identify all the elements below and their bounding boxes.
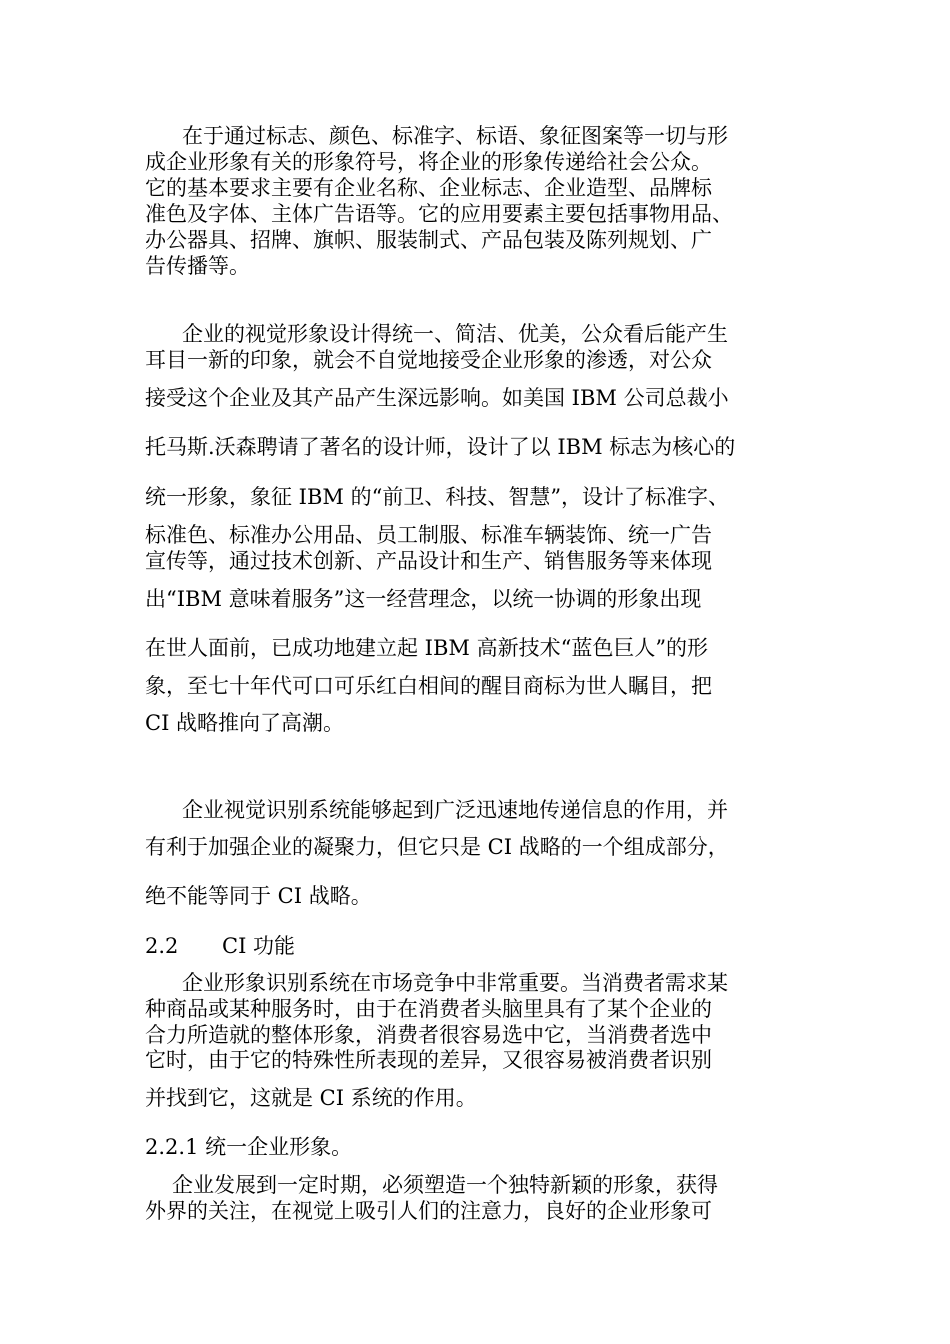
paragraph-1-line-4: 准色及字体、主体广告语等。它的应用要素主要包括事物用品、 xyxy=(145,202,733,226)
paragraph-4-line-4: 它时，由于它的特殊性所表现的差异，又很容易被消费者识别 xyxy=(145,1048,712,1072)
paragraph-1-line-1: 在于通过标志、颜色、标准字、标语、象征图案等一切与形 xyxy=(182,124,728,148)
section-number: 2.2 xyxy=(145,934,179,958)
paragraph-1-line-6: 告传播等。 xyxy=(145,254,250,278)
paragraph-2-line-4: 托马斯.沃森聘请了著名的设计师，设计了以 IBM 标志为核心的 xyxy=(145,435,736,459)
paragraph-1-line-2: 成企业形象有关的形象符号，将企业的形象传递给社会公众。 xyxy=(145,150,712,174)
paragraph-4-line-1: 企业形象识别系统在市场竞争中非常重要。当消费者需求某 xyxy=(182,971,728,995)
paragraph-4-line-2: 种商品或某种服务时，由于在消费者头脑里具有了某个企业的 xyxy=(145,997,712,1021)
paragraph-2-line-7: 宣传等，通过技术创新、产品设计和生产、销售服务等来体现 xyxy=(145,549,712,573)
paragraph-2-line-2: 耳目一新的印象，就会不自觉地接受企业形象的渗透，对公众 xyxy=(145,348,712,372)
paragraph-2-line-9: 在世人面前，已成功地建立起 IBM 高新技术“蓝色巨人”的形 xyxy=(145,636,709,660)
paragraph-2-line-11: CI 战略推向了高潮。 xyxy=(145,711,345,735)
paragraph-2-line-6: 标准色、标准办公用品、员工制服、标准车辆装饰、统一广告 xyxy=(145,523,712,547)
paragraph-2-line-8: 出“IBM 意味着服务”这一经营理念，以统一协调的形象出现 xyxy=(145,587,702,611)
paragraph-2-line-1: 企业的视觉形象设计得统一、简洁、优美，公众看后能产生 xyxy=(182,322,728,346)
paragraph-3-line-2: 有利于加强企业的凝聚力，但它只是 CI 战略的一个组成部分， xyxy=(145,835,729,859)
paragraph-1-line-3: 它的基本要求主要有企业名称、企业标志、企业造型、品牌标 xyxy=(145,176,712,200)
paragraph-2-line-3: 接受这个企业及其产品产生深远影响。如美国 IBM 公司总裁小 xyxy=(145,386,729,410)
paragraph-3-line-1: 企业视觉识别系统能够起到广泛迅速地传递信息的作用，并 xyxy=(182,798,728,822)
paragraph-5-line-1: 企业发展到一定时期，必须塑造一个独特新颖的形象，获得 xyxy=(172,1173,718,1197)
section-title: CI 功能 xyxy=(222,934,296,958)
paragraph-5-line-2: 外界的关注，在视觉上吸引人们的注意力，良好的企业形象可 xyxy=(145,1199,712,1223)
paragraph-2-line-10: 象，至七十年代可口可乐红白相间的醒目商标为世人瞩目，把 xyxy=(145,674,712,698)
paragraph-2-line-5: 统一形象，象征 IBM 的“前卫、科技、智慧”，设计了标准字、 xyxy=(145,485,730,509)
paragraph-1-line-5: 办公器具、招牌、旗帜、服装制式、产品包装及陈列规划、广 xyxy=(145,228,712,252)
paragraph-4-line-5: 并找到它，这就是 CI 系统的作用。 xyxy=(145,1086,477,1110)
subsection-heading: 2.2.1 统一企业形象。 xyxy=(145,1135,353,1159)
paragraph-3-line-3: 绝不能等同于 CI 战略。 xyxy=(145,884,372,908)
paragraph-4-line-3: 合力所造就的整体形象，消费者很容易选中它，当消费者选中 xyxy=(145,1023,712,1047)
